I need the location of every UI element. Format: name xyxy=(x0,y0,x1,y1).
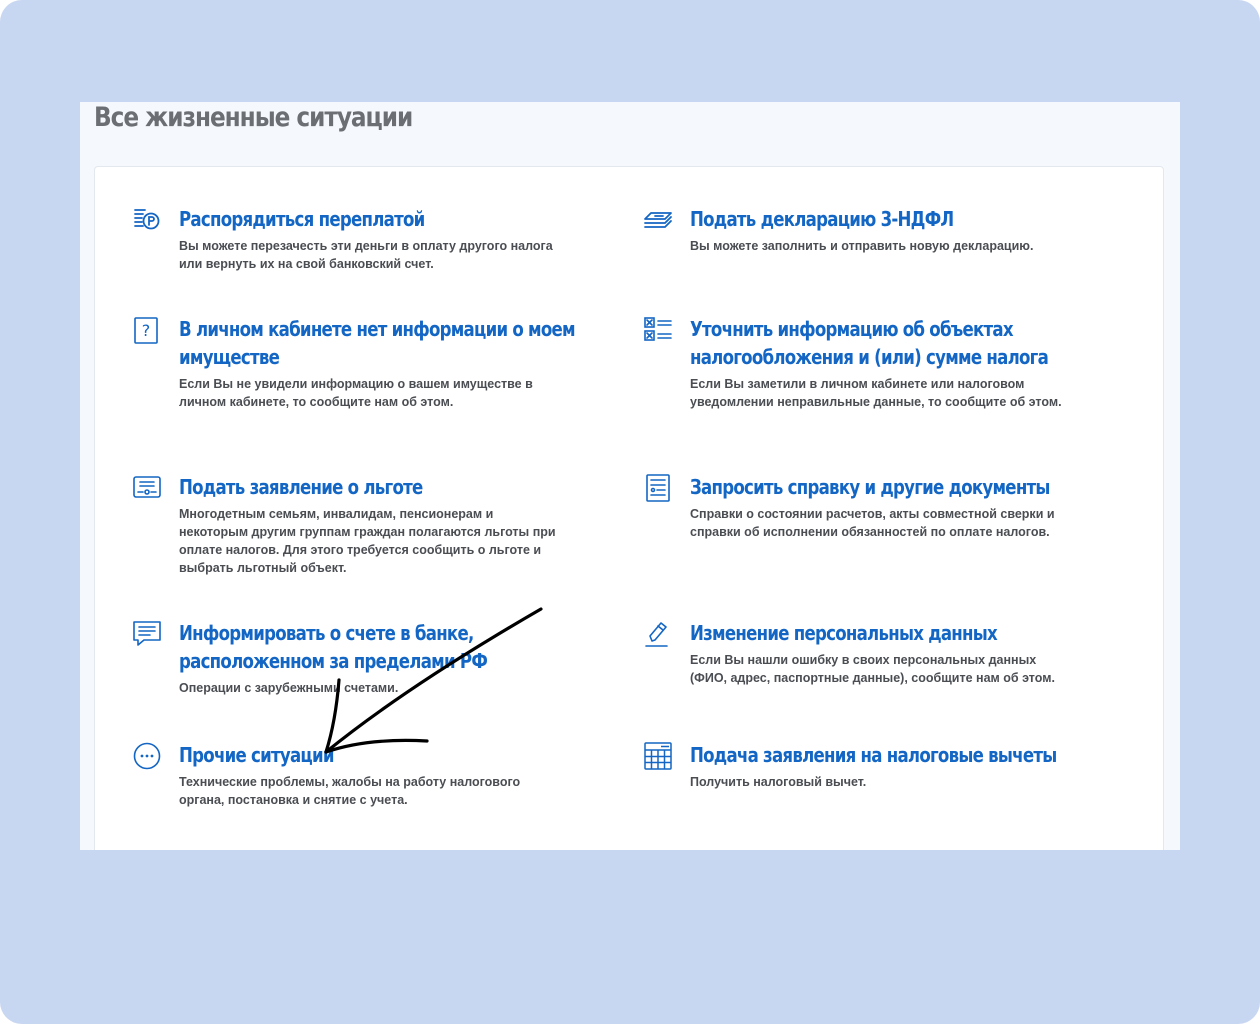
situation-description: Операции с зарубежными счетами. xyxy=(179,681,399,695)
situation-title[interactable]: Уточнить информацию об объектах xyxy=(690,317,1013,341)
situation-title[interactable]: Подача заявления на налоговые вычеты xyxy=(690,743,1057,767)
calculator-icon xyxy=(643,741,673,771)
situation-title[interactable]: В личном кабинете нет информации о моем xyxy=(179,317,575,341)
situation-description: Получить налоговый вычет. xyxy=(690,775,867,789)
situation-title[interactable]: Информировать о счете в банке, xyxy=(179,621,474,645)
ruble-stack-icon xyxy=(132,205,162,235)
situation-title[interactable]: Запросить справку и другие документы xyxy=(690,475,1050,499)
declaration-stack-icon xyxy=(643,205,673,235)
checklist-icon xyxy=(643,315,673,345)
svg-text:?: ? xyxy=(141,321,151,340)
situation-description: Справки о состоянии расчетов, акты совместной сверки и справки об исполнении обязанностей по оплате налогов. xyxy=(690,507,1055,539)
situation-title[interactable]: налогообложения и (или) сумме налога xyxy=(690,345,1049,369)
situation-title[interactable]: Изменение персональных данных xyxy=(690,621,997,645)
screenshot-window xyxy=(80,102,1180,850)
situation-title[interactable]: расположенном за пределами РФ xyxy=(179,649,488,673)
document-list-icon xyxy=(643,473,673,503)
situation-title[interactable]: Распорядиться переплатой xyxy=(179,207,425,231)
situation-description: Если Вы заметили в личном кабинете или налоговом уведомлении неправильные данные, то сообщите об этом. xyxy=(690,377,1062,409)
situations-card xyxy=(94,166,1164,850)
question-document-icon xyxy=(132,315,162,345)
certificate-icon xyxy=(132,473,162,503)
more-dots-icon xyxy=(132,741,162,771)
situation-description: Вы можете заполнить и отправить новую декларацию. xyxy=(690,239,1034,253)
situation-title[interactable]: Подать заявление о льготе xyxy=(179,475,423,499)
situation-description: Если Вы нашли ошибку в своих персональных данных (ФИО, адрес, паспортные данные), сообщите нам об этом. xyxy=(690,653,1055,685)
situation-title[interactable]: имуществе xyxy=(179,345,280,369)
situation-description: Если Вы не увидели информацию о вашем имуществе в личном кабинете, то сообщите нам об этом. xyxy=(179,377,533,409)
situation-description: Многодетным семьям, инвалидам, пенсионерам и некоторым другим группам граждан полагаются льготы при оплате налогов. Для этого требуется сообщить о льготе и выбрать льготный объект. xyxy=(179,507,556,575)
situation-description: Технические проблемы, жалобы на работу налогового органа, постановка и снятие с учета. xyxy=(179,775,521,807)
page-title: Все жизненные ситуации xyxy=(94,102,413,133)
situation-title[interactable]: Прочие ситуации xyxy=(179,743,334,767)
situation-title[interactable]: Подать декларацию 3-НДФЛ xyxy=(690,207,954,231)
pencil-icon xyxy=(643,619,673,649)
chat-message-icon xyxy=(132,619,162,649)
situation-description: Вы можете перезачесть эти деньги в оплату другого налога или вернуть их на свой банковский счет. xyxy=(179,239,553,271)
